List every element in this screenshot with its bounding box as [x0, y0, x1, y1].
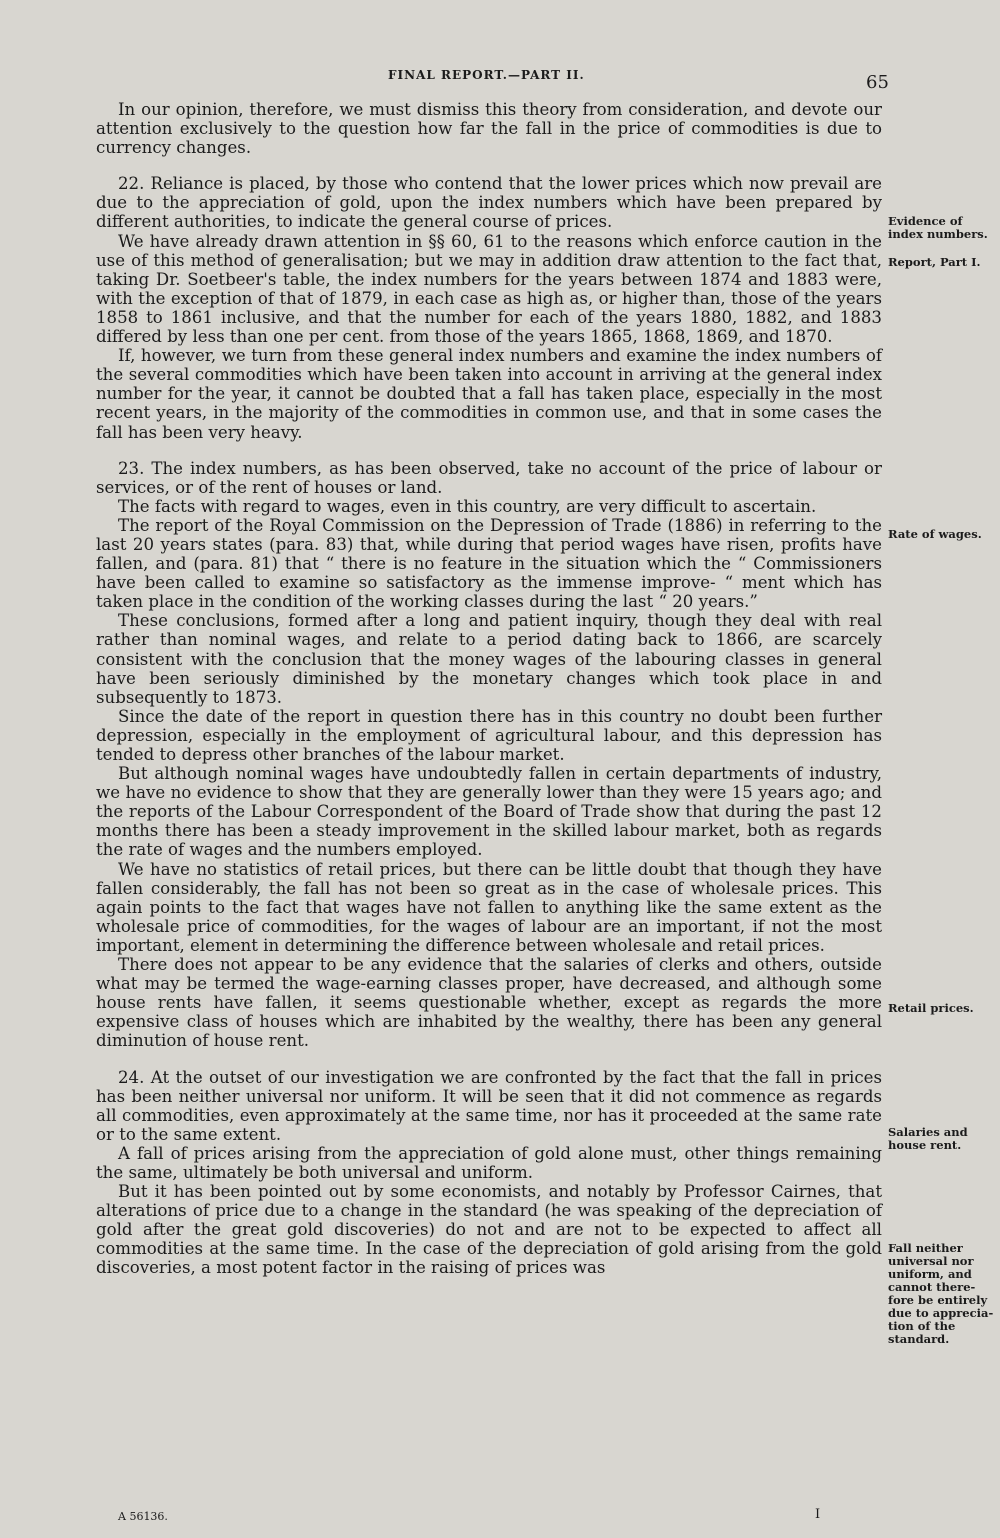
paragraph: We have no statistics of retail prices, but there can be little doubt that though they have fallen considerably, the fall has not been so great as in the case of wholesale prices. This again points to the fact that wages have not fallen to anything like the same extent as the wholesale price of commodities, for the wages of labour are an important, if not the most important, element in determining the difference between wholesale and retail prices. — [96, 859, 882, 955]
report-body — [96, 100, 882, 1278]
paragraph: The report of the Royal Commission on the Depression of Trade (1886) in referring to the last 20 years states (para. 83) that, while during that period wages have risen, profits have fallen, and (para. 81) that “ there is no feature in the situation which the “ Commissioners have been called to examine so satisfactory as the immense improve- “ ment which has taken place in the condition of the working classes during the last “ 20 years.” — [96, 515, 882, 612]
paragraph: There does not appear to be any evidence that the salaries of clerks and others, outside what may be termed the wage-earning classes proper, have decreased, and although some house rents have fallen, it seems questionable whether, except as regards the more expensive class of houses which are inhabited by the wealthy, there has been any general diminution of house rent. — [96, 955, 882, 1051]
margin-note-report: Report, Part I. — [888, 255, 981, 269]
paragraph-intro: In our opinion, therefore, we must dismiss this theory from consideration, and devote our attention exclusively to the question how far the fall in the price of commodities is due to currency changes. — [96, 100, 882, 158]
margin-note-wages: Rate of wages. — [888, 527, 982, 541]
margin-note-retail: Retail prices. — [888, 1001, 974, 1015]
margin-note-fall: Fall neither universal nor uniform, and cannot there- fore be entirely due to apprecia- tion of the standard. — [888, 1241, 994, 1346]
paragraph: These conclusions, formed after a long and patient inquiry, though they deal with real rather than nominal wages, and relate to a period dating back to 1866, are scarcely consistent with the conclusion that the money wages of the labouring classes in general have been seriously diminished by the monetary changes which took place in and subsequently to 1873. — [96, 611, 882, 707]
paragraph: Since the date of the report in question there has in this country no doubt been further depression, especially in the employment of agricultural labour, and this depression has tended to depress other branches of the labour market. — [96, 706, 882, 764]
print-code: A 56136. — [118, 1510, 168, 1523]
page-number: 65 — [866, 72, 889, 93]
paragraph-section-24: 24. At the outset of our investigation we are confronted by the fact that the fall in prices has been neither universal nor uniform. It will be seen that it did not commence as regards all commodities, even approximately at the same time, nor has it proceeded at the same rate or to the same extent. — [96, 1067, 882, 1144]
running-header: FINAL REPORT.—PART II. — [388, 68, 585, 82]
paragraph-section-22: 22. Reliance is placed, by those who contend that the lower prices which now prevail are due to the appreciation of gold, upon the index numbers which have been prepared by different authorities, to indicate the general course of prices. — [96, 174, 882, 232]
signature-mark: I — [815, 1507, 821, 1522]
paragraph: If, however, we turn from these general index numbers and examine the index numbers of the several commodities which have been taken into account in arriving at the general index number for the year, it cannot be doubted that a fall has taken place, especially in the most recent years, in the majority of the commodities in common use, and that in some cases the fall has been very heavy. — [96, 346, 882, 442]
paragraph: The facts with regard to wages, even in this country, are very difficult to ascertain. — [118, 496, 817, 516]
paragraph: But although nominal wages have undoubtedly fallen in certain departments of industry, we have no evidence to show that they are generally lower than they were 15 years ago; and the reports of the Labour Correspondent of the Board of Trade show that during the past 12 months there has been a steady improvement in the skilled labour market, both as regards the rate of wages and the numbers employed. — [96, 764, 882, 860]
margin-note-evidence: Evidence of index numbers. — [888, 214, 988, 241]
paragraph: We have already drawn attention in §§ 60, 61 to the reasons which enforce caution in the use of this method of generalisation; but we may in addition draw attention to the fact that, taking Dr. Soetbeer's table, the index numbers for the years between 1874 and 1883 were, with the exception of that of 1879, in each case as high as, or higher than, those of the years 1858 to 1861 inclusive, and that the number for each of the years 1880, 1882, and 1883 differed by less than one per cent. from those of the years 1865, 1868, 1869, and 1870. — [96, 231, 882, 347]
paragraph-section-23: 23. The index numbers, as has been observed, take no account of the price of labour or services, or of the rent of houses or land. — [96, 458, 882, 497]
margin-note-salaries: Salaries and house rent. — [888, 1125, 968, 1152]
paragraph: A fall of prices arising from the appreciation of gold alone must, other things remaining the same, ultimately be both universal and uniform. — [96, 1143, 882, 1182]
paragraph: But it has been pointed out by some economists, and notably by Professor Cairnes, that alterations of price due to a change in the standard (he was speaking of the depreciation of gold after the great gold discoveries) do not and are not to be expected to affect all commodities at the same time. In the case of the depreciation of gold arising from the gold discoveries, a most potent factor in the raising of prices was — [96, 1182, 882, 1278]
